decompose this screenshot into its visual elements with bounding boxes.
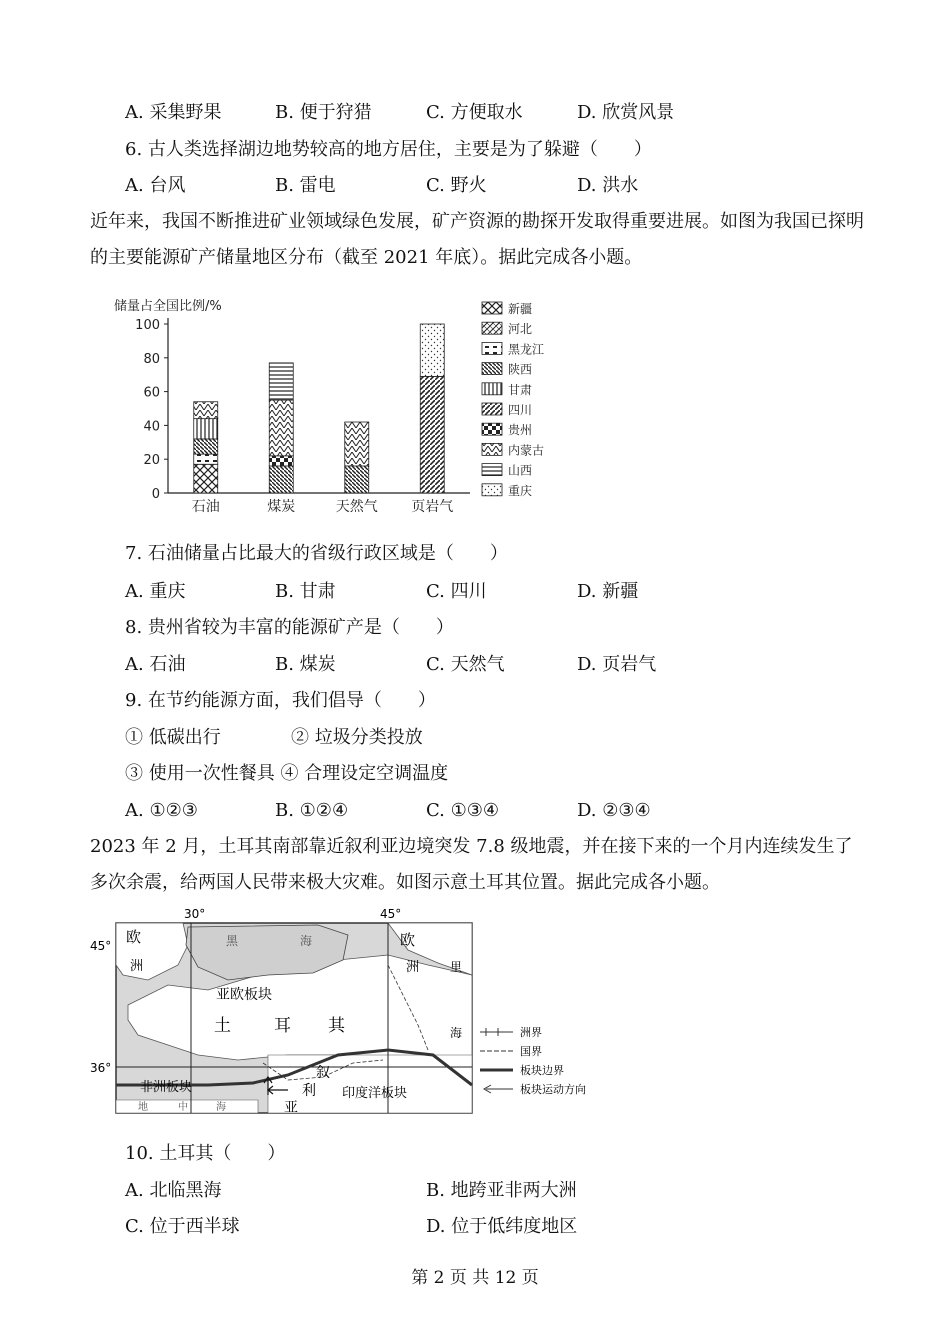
page-footer: 第 2 页 共 12 页 (411, 1268, 539, 1288)
chart-x-tick-label: 天然气 (335, 499, 378, 515)
chart-legend-swatch (482, 464, 502, 476)
q5-option-c: C. 方便取水 (426, 102, 523, 123)
q9-choice-2: ② 垃圾分类投放 (291, 727, 423, 748)
label-eu-left-1: 欧 (126, 928, 142, 946)
q8-option-d: D. 页岩气 (577, 654, 657, 675)
q9-option-d: D. ②③④ (577, 800, 651, 821)
q5-option-a: A. 采集野果 (125, 102, 222, 123)
chart-x-tick-label: 页岩气 (411, 499, 454, 515)
label-eu-left-2: 洲 (130, 959, 144, 974)
label-med-3: 海 (216, 1102, 226, 1113)
chart-bar-segment (420, 324, 444, 376)
q6-option-c: C. 野火 (426, 175, 487, 196)
chart-legend-swatch (482, 302, 502, 314)
q9-choice-1: ① 低碳出行 (125, 727, 221, 748)
passage-turkey: 2023 年 2 月，土耳其南部靠近叙利亚边境突发 7.8 级地震，并在接下来的一个月内连续发生了多次余震，给两国人民带来极大灾难。如图示意土耳其位置。据此完成各小题。 (90, 836, 853, 893)
label-eurasian-plate: 亚欧板块 (216, 987, 272, 1003)
chart-legend-label: 四川 (508, 403, 533, 417)
label-eu-right-1: 欧 (400, 931, 416, 949)
chart-x-tick-label: 石油 (191, 499, 220, 515)
chart-bar-segment (420, 376, 444, 493)
chart-bar-segment (345, 466, 369, 493)
chart-bar-segment (269, 456, 293, 466)
lon-45-label: 45° (380, 907, 402, 921)
map-legend (480, 1026, 586, 1096)
chart-legend-label: 贵州 (508, 423, 533, 438)
chart-legend-label: 黑龙江 (508, 342, 545, 357)
chart-bar-segment (345, 422, 369, 466)
q9-option-c: C. ①③④ (426, 800, 499, 821)
chart-legend-swatch (482, 484, 502, 496)
label-black-sea-2: 海 (300, 934, 313, 948)
turkey-location-map (88, 905, 608, 1120)
chart-bar-segment (269, 400, 293, 456)
legend-arrow-label: 板块运动方向 (520, 1083, 586, 1096)
q10-option-d: D. 位于低纬度地区 (426, 1216, 578, 1237)
chart-y-tick-label: 80 (143, 351, 160, 367)
chart-ylabel: 储量占全国比例/% (114, 299, 222, 314)
label-syria-2: 利 (302, 1083, 316, 1099)
label-indian-plate: 印度洋板块 (342, 1086, 408, 1101)
map-svg (88, 905, 608, 1120)
chart-legend-swatch (482, 423, 502, 435)
label-african-plate: 非洲板块 (140, 1080, 193, 1095)
lat-36-label: 36° (90, 1061, 112, 1075)
label-eu-right-2: 洲 (406, 960, 420, 975)
chart-legend-swatch (482, 342, 502, 354)
chart-bar-segment (269, 363, 293, 400)
label-caspian-2: 海 (450, 1026, 463, 1040)
energy-reserve-chart (100, 290, 580, 520)
chart-y-tick-label: 60 (143, 385, 160, 401)
label-black-sea-1: 黑 (226, 934, 239, 948)
q6-stem: 6. 古人类选择湖边地势较高的地方居住，主要是为了躲避（ ） (125, 139, 652, 160)
label-med-1: 地 (138, 1102, 148, 1113)
label-turkey-2: 耳 (274, 1016, 291, 1036)
chart-legend-label: 新疆 (508, 302, 533, 316)
q10-option-b: B. 地跨亚非两大洲 (426, 1180, 577, 1201)
chart-legend-swatch (482, 383, 502, 395)
q10-stem: 10. 土耳其（ ） (125, 1143, 286, 1164)
chart-legend-swatch (482, 403, 502, 415)
label-syria-1: 叙 (316, 1065, 330, 1081)
legend-continent-label: 洲界 (520, 1026, 542, 1039)
chart-bar-segment (194, 419, 218, 439)
chart-y-tick-label: 20 (143, 453, 160, 469)
label-med-2: 中 (178, 1102, 188, 1113)
label-turkey-3: 其 (328, 1016, 345, 1036)
chart-svg (100, 290, 580, 520)
passage-energy: 近年来，我国不断推进矿业领域绿色发展，矿产资源的勘探开发取得重要进展。如图为我国已探明的主要能源矿产储量地区分布（截至 2021 年底）。据此完成各小题。 (90, 211, 864, 268)
arabia-land (268, 1055, 472, 1113)
q7-option-d: D. 新疆 (577, 581, 639, 602)
q7-option-c: C. 四川 (426, 581, 487, 602)
chart-bar-segment (194, 464, 218, 493)
label-syria-3: 亚 (284, 1100, 298, 1116)
lat-45-label: 45° (90, 939, 112, 953)
q9-stem: 9. 在节约能源方面，我们倡导（ ） (125, 690, 436, 711)
q8-stem: 8. 贵州省较为丰富的能源矿产是（ ） (125, 617, 454, 638)
chart-legend-label: 重庆 (508, 483, 533, 498)
q7-option-a: A. 重庆 (125, 581, 186, 602)
chart-bar-segment (194, 402, 218, 419)
chart-x-tick-label: 煤炭 (267, 499, 296, 515)
q5-option-b: B. 便于狩猎 (275, 102, 372, 123)
lon-30-label: 30° (184, 907, 206, 921)
chart-y-tick-label: 0 (151, 487, 160, 502)
chart-legend-swatch (482, 443, 502, 455)
legend-border-label: 国界 (520, 1045, 542, 1058)
q7-option-b: B. 甘肃 (275, 581, 336, 602)
q10-option-c: C. 位于西半球 (125, 1216, 240, 1237)
q8-option-a: A. 石油 (125, 654, 186, 675)
chart-legend-label: 河北 (508, 322, 533, 337)
q10-option-a: A. 北临黑海 (125, 1180, 222, 1201)
q6-option-a: A. 台风 (125, 175, 186, 196)
chart-legend-label: 山西 (508, 463, 533, 478)
q8-option-c: C. 天然气 (426, 654, 505, 675)
chart-legend-label: 陕西 (508, 362, 533, 377)
q6-option-b: B. 雷电 (275, 175, 336, 196)
chart-legend-swatch (482, 363, 502, 375)
q8-option-b: B. 煤炭 (275, 654, 336, 675)
chart-bar-segment (194, 439, 218, 454)
chart-legend-swatch (482, 322, 502, 334)
label-turkey-1: 土 (214, 1016, 231, 1036)
chart-y-tick-label: 100 (135, 318, 160, 333)
chart-bar-segment (194, 454, 218, 464)
chart-legend-label: 内蒙古 (508, 443, 545, 458)
label-caspian-1: 里 (450, 960, 463, 974)
q9-option-b: B. ①②④ (275, 800, 349, 821)
q9-option-a: A. ①②③ (125, 800, 198, 821)
q7-stem: 7. 石油储量占比最大的省级行政区域是（ ） (125, 543, 508, 564)
q6-option-d: D. 洪水 (577, 175, 639, 196)
chart-legend-label: 甘肃 (508, 382, 533, 397)
q9-choice-3-4: ③ 使用一次性餐具 ④ 合理设定空调温度 (125, 763, 449, 784)
chart-y-tick-label: 40 (143, 419, 160, 435)
q5-option-d: D. 欣赏风景 (577, 102, 675, 123)
chart-bar-segment (269, 466, 293, 493)
legend-plate-label: 板块边界 (520, 1064, 564, 1077)
